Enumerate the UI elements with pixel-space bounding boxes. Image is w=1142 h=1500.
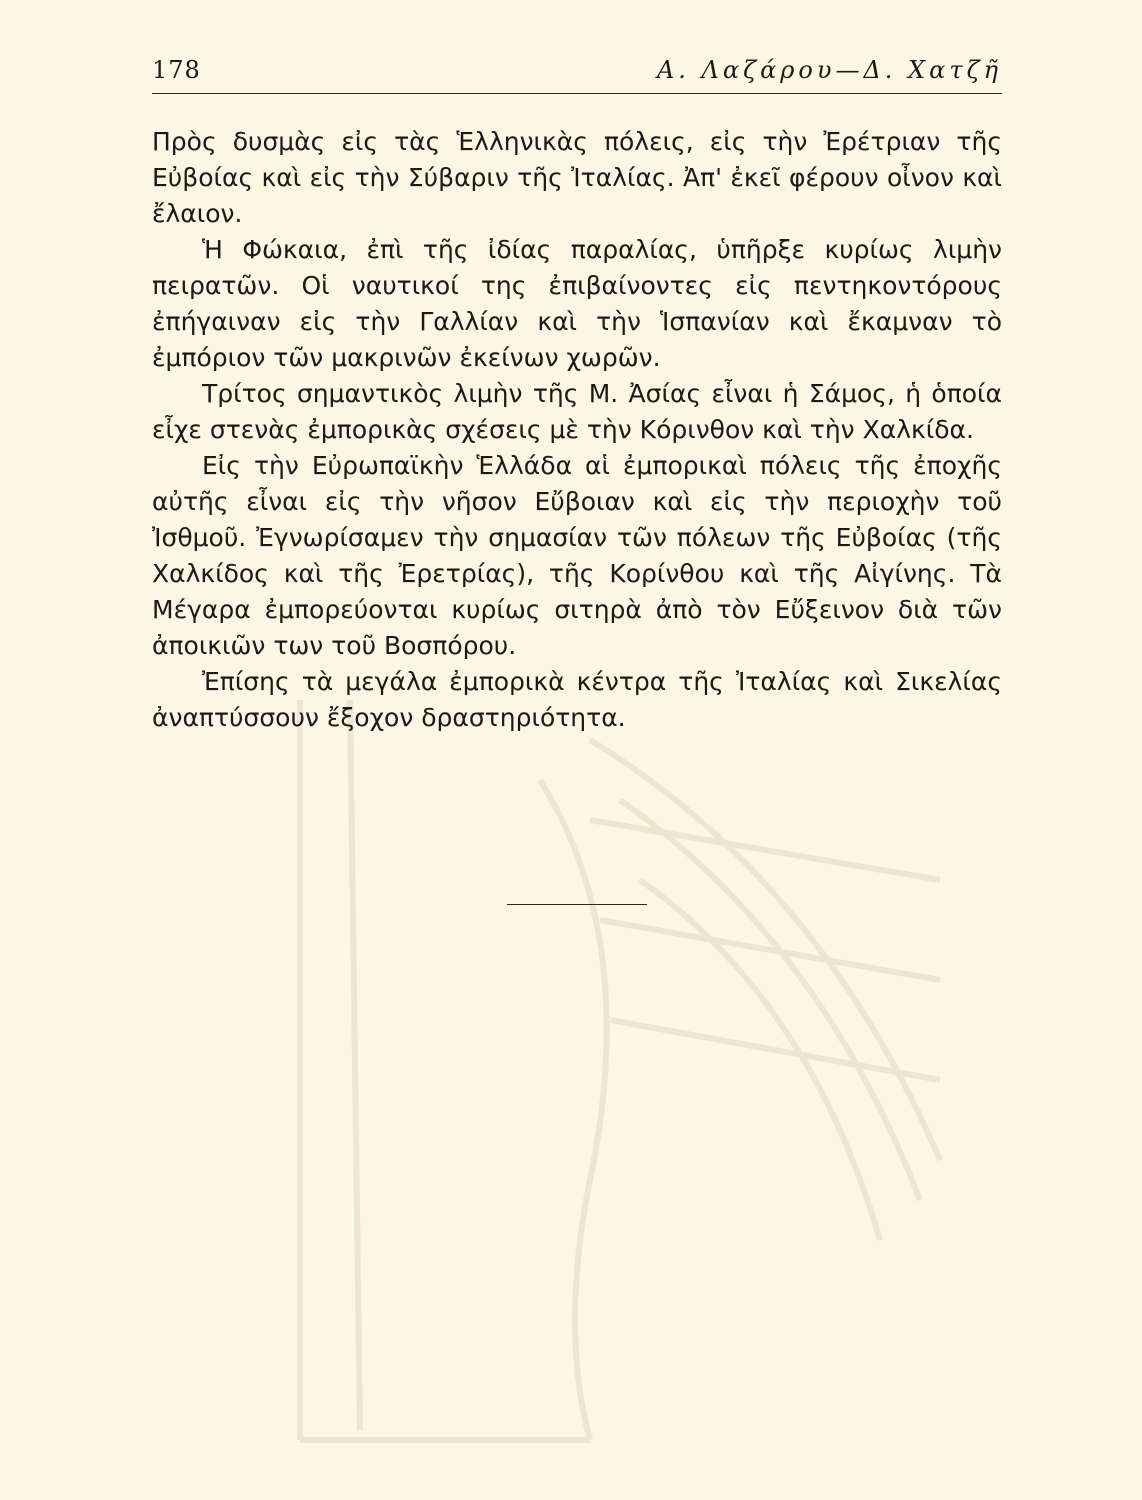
running-head-authors: Α. Λαζάρου—Δ. Χατζῆ [656,56,1002,84]
paragraph-italy-sicily: Ἐπίσης τὰ μεγάλα ἐμπορικὰ κέντρα τῆς Ἰταλίας καὶ Σικελίας ἀναπτύσσουν ἔξοχον δραστηριότητα. [152,667,1002,732]
paragraph-european-greece: Εἰς τὴν Εὐρωπαϊκὴν Ἑλλάδα αἱ ἐμπορικαὶ πόλεις τῆς ἐποχῆς αὐτῆς εἶναι εἰς τὴν νῆσον Εὔβοιαν καὶ εἰς τὴν περιοχὴν τοῦ Ἰσθμοῦ. Ἐγνωρίσαμεν τὴν σημασίαν τῶν πόλεων τῆς Εὐβοίας (τῆς Χαλκίδος καὶ τῆς Ἐρετρίας), τῆς Κορίνθου καὶ τῆς Αἰγίνης. Τὰ Μέγαρα ἐμπορεύονται κυρίως σιτηρὰ ἀπὸ τὸν Εὔξεινον διὰ τῶν ἀποικιῶν των τοῦ Βοσπόρου. [152,451,1002,660]
body-text [152,124,1002,736]
paragraph-phocaea: Ἡ Φώκαια, ἐπὶ τῆς ἰδίας παραλίας, ὑπῆρξε κυρίως λιμὴν πειρατῶν. Οἱ ναυτικοί της ἐπιβαίνοντες εἰς πεντηκοντόρους ἐπήγαιναν εἰς τὴν Γαλλίαν καὶ τὴν Ἱσπανίαν καὶ ἔκαμναν τὸ ἐμπόριον τῶν μακρινῶν ἐκείνων χωρῶν. [152,235,1002,372]
section-end-rule [507,904,647,905]
running-head [152,56,1002,92]
header-rule [152,93,1002,94]
paragraph-samos: Τρίτος σημαντικὸς λιμὴν τῆς Μ. Ἀσίας εἶναι ἡ Σάμος, ἡ ὁποία εἶχε στενὰς ἐμπορικὰς σχέσεις μὲ τὴν Κόρινθον καὶ τὴν Χαλκίδα. [152,379,1002,444]
page-number: 178 [152,56,201,84]
paragraph-continuation: Πρὸς δυσμὰς εἰς τὰς Ἑλληνικὰς πόλεις, εἰς τὴν Ἐρέτριαν τῆς Εὐβοίας καὶ εἰς τὴν Σύβαριν τῆς Ἰταλίας. Ἀπ' ἐκεῖ φέρουν οἶνον καὶ ἔλαιον. [152,127,1002,228]
